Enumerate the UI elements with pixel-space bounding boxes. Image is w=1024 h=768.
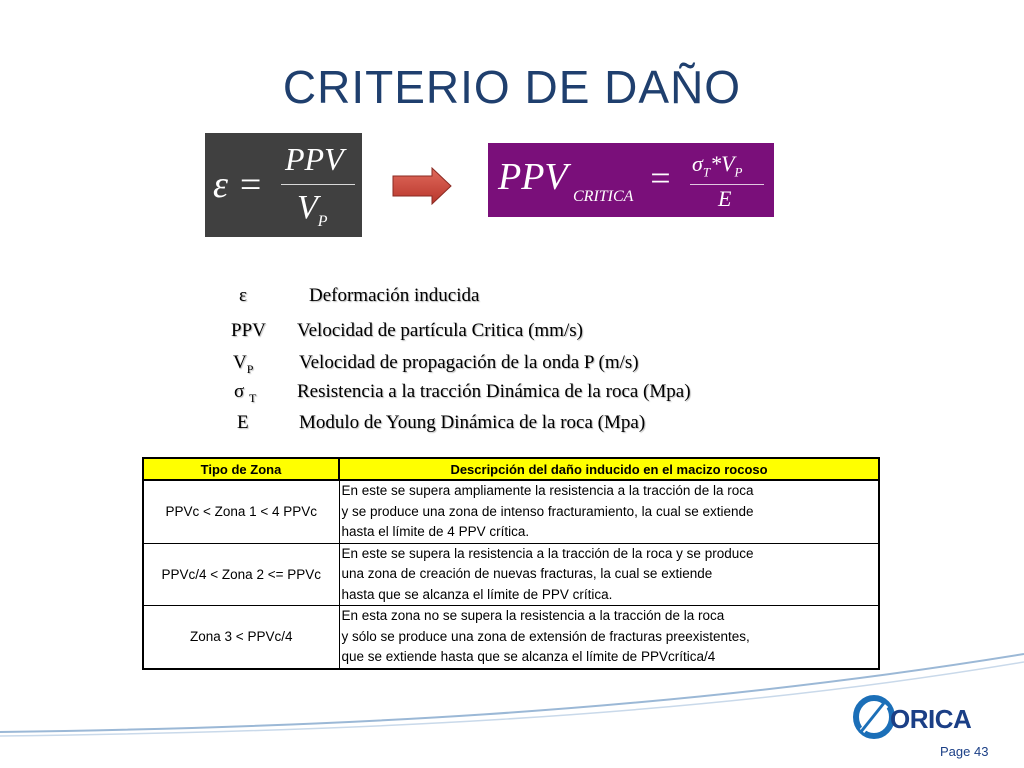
fraction-bar [690, 184, 764, 185]
critical-ppv-numerator: $\sigma_T*V_P$ [692, 151, 743, 180]
critical-ppv-denominator: E [718, 186, 732, 211]
zone-description: En este se supera ampliamente la resistencia a la tracción de la roca y se produce una zona de intenso fracturamiento, la cual se extiende hasta el límite de 4 PPV crítica. [339, 480, 879, 543]
ppv-critica-subscript: CRITICA [573, 188, 634, 205]
strain-formula [205, 133, 362, 237]
definition-text: Deformación inducida [309, 285, 480, 306]
column-header-zone-type: Tipo de Zona [143, 458, 339, 480]
damage-zone-table [142, 457, 880, 670]
strain-denominator: $V_P$ [297, 189, 328, 230]
definition-text: Velocidad de partícula Critica (mm/s) [297, 320, 583, 341]
column-header-description: Descripción del daño inducido en el macizo rocoso [339, 458, 879, 480]
definition-text: Velocidad de propagación de la onda P (m/s) [299, 352, 639, 373]
zone-description: En este se supera la resistencia a la tracción de la roca y se produce una zona de creación de nuevas fracturas, la cual se extiende hasta que se alcanza el límite de PPV crítica. [339, 543, 879, 606]
definition-text: Modulo de Young Dinámica de la roca (Mpa) [299, 412, 646, 433]
ppv-critica-lhs: PPV [498, 156, 568, 198]
definition-symbol: ε [239, 285, 247, 306]
definition-symbol: PPV [231, 320, 266, 341]
logo-text: ORICA [890, 704, 972, 734]
strain-numerator: PPV [285, 141, 344, 177]
zone-range: Zona 3 < PPVc/4 [143, 606, 339, 669]
definition-symbol: $V_P$ [233, 352, 254, 376]
slide-title: CRITERIO DE DAÑO [282, 61, 742, 113]
definition-symbol: σ $_T$ [234, 381, 257, 405]
fraction-bar [281, 184, 355, 185]
strain-lhs: ε = [213, 164, 264, 206]
table-row [143, 480, 879, 543]
table-header-row [143, 458, 879, 480]
critical-ppv-formula [488, 143, 774, 217]
definition-text: Resistencia a la tracción Dinámica de la roca (Mpa) [297, 381, 691, 402]
equals-sign: = [648, 158, 673, 198]
table-row [143, 543, 879, 606]
zone-description: En esta zona no se supera la resistencia a la tracción de la roca y sólo se produce una zona de extensión de fracturas preexistentes, que se extiende hasta que se alcanza el límite de PPVcrítica/4 [339, 606, 879, 669]
zone-range: PPVc < Zona 1 < 4 PPVc [143, 480, 339, 543]
zone-range: PPVc/4 < Zona 2 <= PPVc [143, 543, 339, 606]
right-arrow-icon [392, 167, 452, 205]
definition-symbol: E [237, 412, 249, 433]
page-number: Page 43 [940, 744, 989, 759]
